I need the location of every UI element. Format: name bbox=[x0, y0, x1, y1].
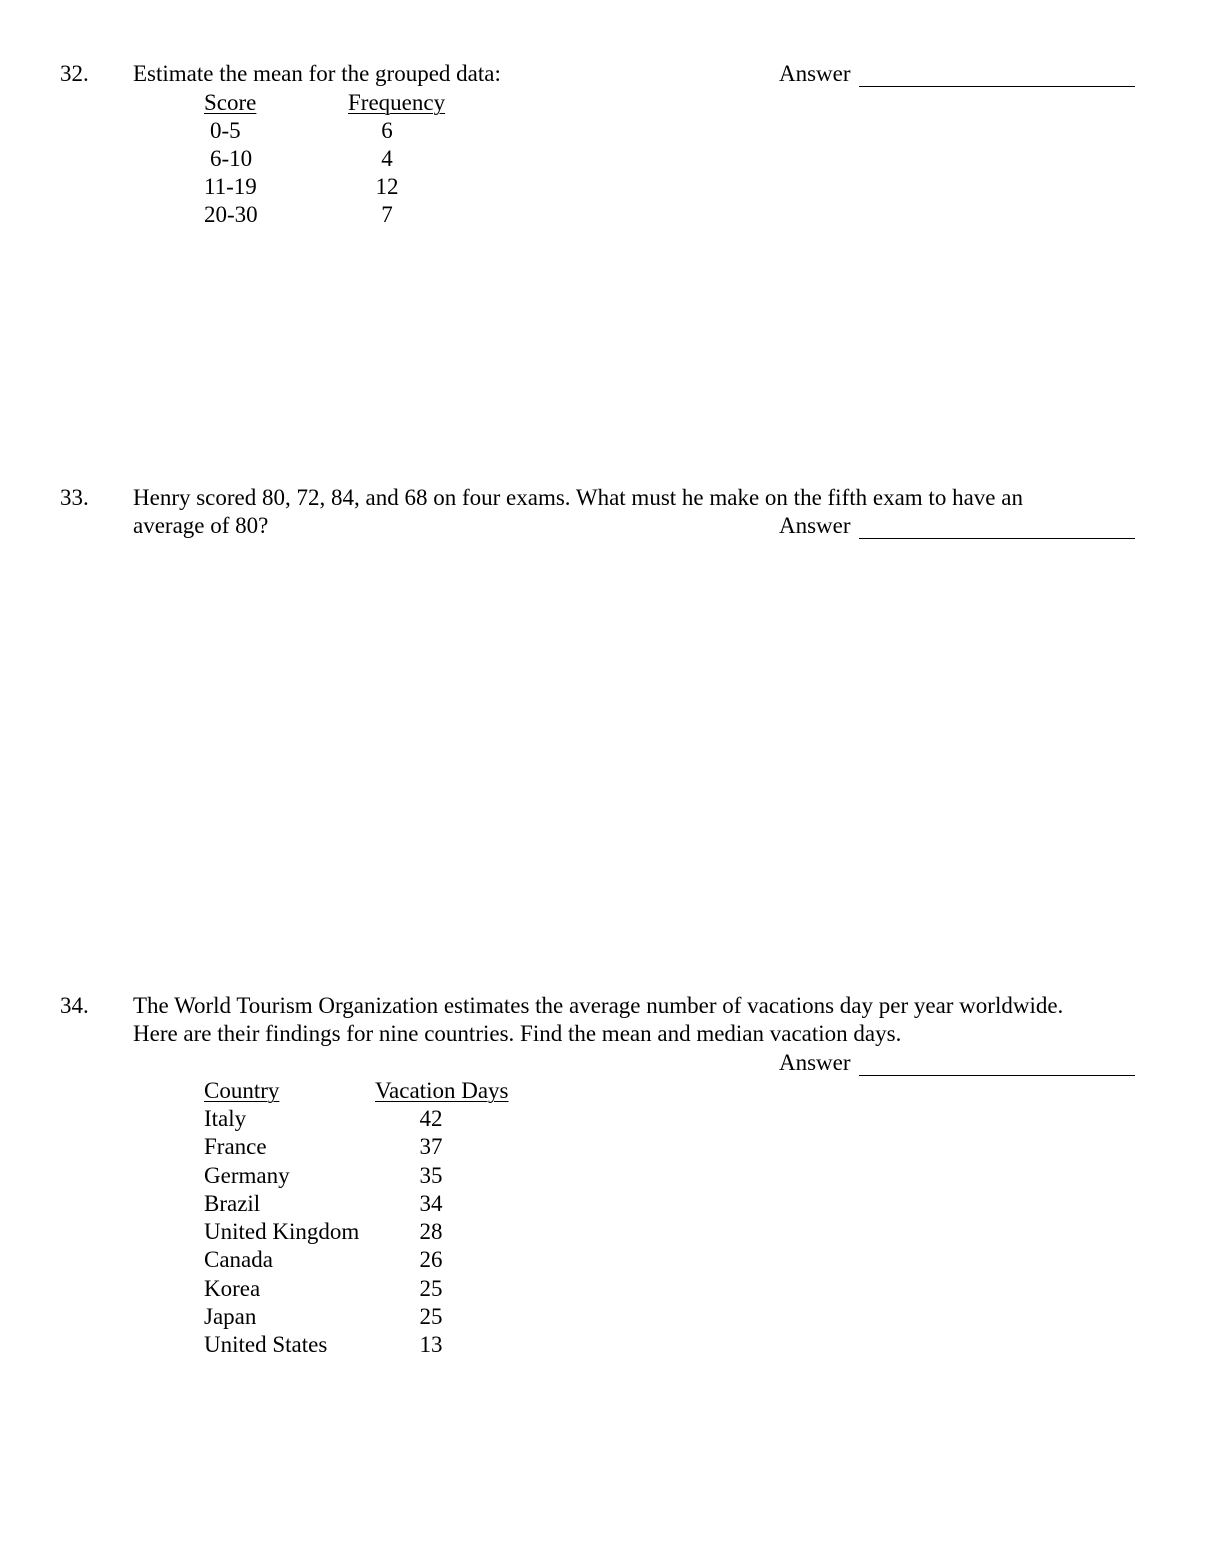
table-cell-days: 13 bbox=[419, 1332, 443, 1357]
table-cell-days: 34 bbox=[419, 1191, 443, 1216]
table-cell-country: Brazil bbox=[204, 1191, 261, 1216]
answer-blank[interactable] bbox=[859, 86, 1135, 87]
table-cell-frequency: 4 bbox=[381, 146, 393, 171]
table-cell-country: France bbox=[204, 1134, 267, 1159]
table-cell-days: 37 bbox=[419, 1134, 443, 1159]
table-header-country: Country bbox=[204, 1078, 280, 1103]
table-cell-days: 35 bbox=[419, 1163, 443, 1188]
question-text-continued: average of 80? bbox=[133, 513, 269, 538]
table-cell-country: Japan bbox=[204, 1304, 257, 1329]
table-header-vacation-days: Vacation Days bbox=[375, 1078, 509, 1103]
answer-label: Answer bbox=[779, 61, 851, 86]
question-number: 32. bbox=[60, 61, 89, 86]
table-cell-country: United Kingdom bbox=[204, 1219, 360, 1244]
answer-blank[interactable] bbox=[859, 1075, 1135, 1076]
table-cell-score: 20-30 bbox=[204, 202, 258, 227]
table-cell-days: 42 bbox=[419, 1106, 443, 1131]
table-cell-score: 0-5 bbox=[210, 118, 241, 143]
answer-blank[interactable] bbox=[859, 538, 1135, 539]
table-cell-frequency: 7 bbox=[381, 202, 393, 227]
table-header-frequency: Frequency bbox=[348, 90, 446, 115]
question-text: Estimate the mean for the grouped data: bbox=[133, 61, 501, 86]
table-cell-country: Germany bbox=[204, 1163, 290, 1188]
question-number: 34. bbox=[60, 993, 89, 1018]
table-header-score: Score bbox=[204, 90, 257, 115]
table-cell-score: 6-10 bbox=[210, 146, 253, 171]
question-text: Henry scored 80, 72, 84, and 68 on four exams. What must he make on the fifth exam to have an bbox=[133, 485, 1023, 510]
table-cell-country: Canada bbox=[204, 1247, 273, 1272]
table-cell-days: 26 bbox=[419, 1247, 443, 1272]
answer-label: Answer bbox=[779, 513, 851, 538]
table-cell-country: United States bbox=[204, 1332, 328, 1357]
table-cell-country: Korea bbox=[204, 1276, 261, 1301]
question-text-continued: Here are their findings for nine countries. Find the mean and median vacation days. bbox=[133, 1021, 902, 1046]
table-cell-days: 28 bbox=[419, 1219, 443, 1244]
question-text: The World Tourism Organization estimates the average number of vacations day per year worldwide. bbox=[133, 993, 1064, 1018]
table-cell-days: 25 bbox=[419, 1276, 443, 1301]
table-cell-days: 25 bbox=[419, 1304, 443, 1329]
table-cell-frequency: 6 bbox=[381, 118, 393, 143]
question-number: 33. bbox=[60, 485, 89, 510]
table-cell-frequency: 12 bbox=[375, 174, 399, 199]
answer-label: Answer bbox=[779, 1050, 851, 1075]
table-cell-country: Italy bbox=[204, 1106, 247, 1131]
table-cell-score: 11-19 bbox=[204, 174, 257, 199]
